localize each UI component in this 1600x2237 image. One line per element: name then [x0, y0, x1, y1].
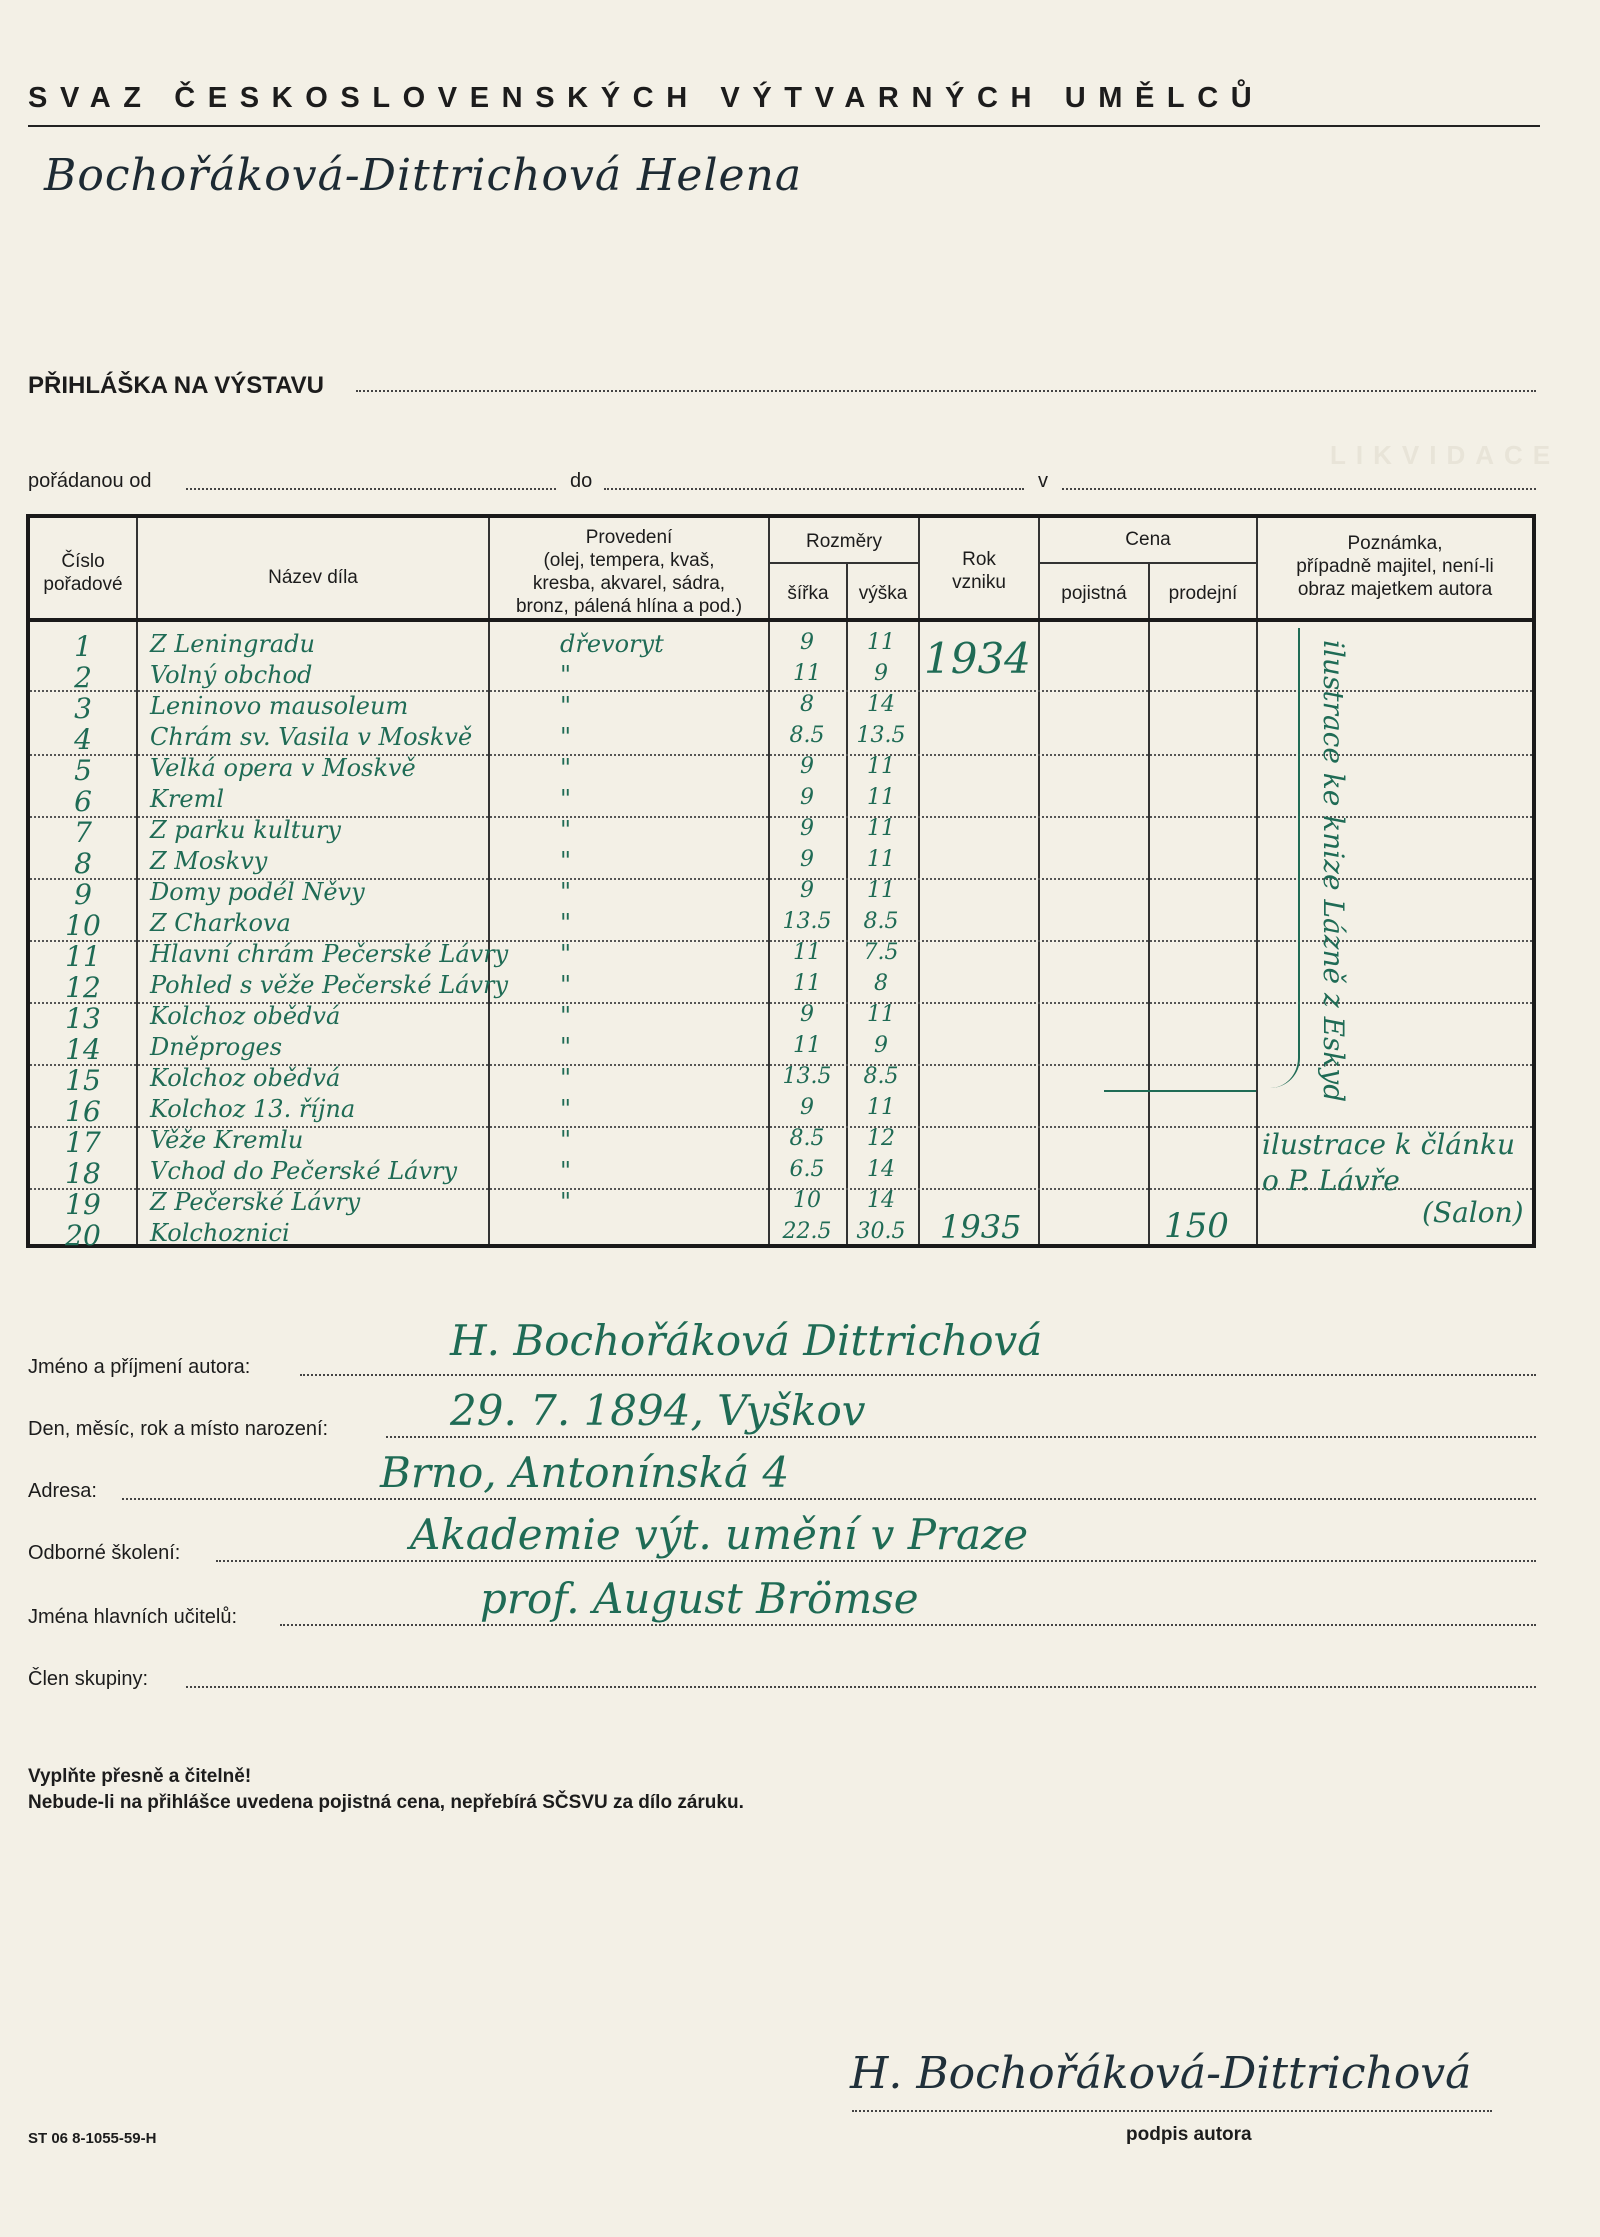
header-technique-l2: (olej, tempera, kvaš, [543, 550, 715, 571]
address-field[interactable] [122, 1498, 1536, 1500]
row-title: Pohled s věže Pečerské Lávry [150, 971, 509, 999]
note-side-l3: (Salon) [1422, 1196, 1524, 1229]
row-technique: " [560, 692, 572, 720]
row-number: 2 [74, 661, 92, 694]
row-number: 19 [65, 1188, 101, 1221]
row-number: 1 [74, 630, 92, 663]
row-technique: " [560, 847, 572, 875]
row-number: 8 [74, 847, 92, 880]
row-height: 11 [867, 878, 895, 903]
row-number: 6 [74, 785, 92, 818]
sub-header-line [1038, 562, 1256, 564]
row-number: 20 [65, 1219, 101, 1252]
row-title: Dněproges [150, 1033, 283, 1061]
header-title: Název díla [268, 567, 358, 588]
name-label: Jméno a příjmení autora: [28, 1356, 251, 1378]
row-number: 17 [65, 1126, 101, 1159]
education-field[interactable] [216, 1560, 1536, 1562]
row-number: 3 [74, 692, 92, 725]
row-height: 8 [874, 971, 888, 996]
row-technique: " [560, 723, 572, 751]
col-line [768, 518, 770, 1244]
row-height: 8.5 [863, 1064, 899, 1089]
price-stroke [1104, 1090, 1256, 1092]
row-number: 4 [74, 723, 92, 756]
header-technique-l4: bronz, pálená hlína a pod.) [515, 596, 743, 617]
form-title: PŘIHLÁŠKA NA VÝSTAVU [28, 372, 325, 399]
row-title: Vchod do Pečerské Lávry [150, 1157, 458, 1185]
header-year-l1: Rok [962, 549, 996, 570]
birth-value: 29. 7. 1894, Vyškov [450, 1386, 866, 1435]
signature-line[interactable] [852, 2110, 1492, 2112]
instruction-line1: Vyplňte přesně a čitelně! [28, 1766, 252, 1787]
header-width: šířka [787, 583, 829, 604]
col-line [1148, 562, 1150, 1244]
row-height: 14 [867, 692, 895, 717]
note-side-l1: ilustrace k článku [1262, 1128, 1516, 1161]
row-width: 9 [800, 847, 814, 872]
header-height: výška [858, 583, 908, 604]
row-width: 11 [793, 1033, 821, 1058]
row-title: Kolchoz 13. října [150, 1095, 356, 1123]
row-title: Hlavní chrám Pečerské Lávry [150, 940, 509, 968]
education-label: Odborné školení: [28, 1542, 181, 1564]
row-height: 14 [867, 1188, 895, 1213]
row-height: 7.5 [863, 940, 899, 965]
row-number: 14 [65, 1033, 101, 1066]
row-number: 7 [74, 816, 92, 849]
row-width: 9 [800, 878, 814, 903]
header-note-l3: obraz majetkem autora [1297, 579, 1493, 600]
row-height: 11 [867, 785, 895, 810]
row-number: 11 [65, 940, 101, 973]
row-number: 5 [74, 754, 92, 787]
organized-from-field[interactable] [186, 488, 556, 490]
instruction-line2: Nebude-li na přihlášce uvedena pojistná cena, nepřebírá SČSVU za dílo záruku. [28, 1792, 744, 1813]
row-width: 13.5 [782, 909, 832, 934]
address-label: Adresa: [28, 1480, 97, 1502]
header-number: Číslo pořadové [43, 551, 123, 595]
row-technique: " [560, 1126, 572, 1154]
row-width: 6.5 [789, 1157, 825, 1182]
row-width: 9 [800, 816, 814, 841]
in-field[interactable] [1062, 488, 1536, 490]
header-sale: prodejní [1168, 583, 1238, 604]
price-sale: 150 [1164, 1206, 1229, 1246]
row-technique: " [560, 878, 572, 906]
row-technique: " [560, 785, 572, 813]
note-side-l2: o P. Lávře [1262, 1164, 1400, 1197]
row-title: Kolchoznici [150, 1219, 290, 1247]
row-title: Kreml [150, 785, 225, 813]
note-bracket [1258, 628, 1300, 1088]
header-note-l1: Poznámka, [1347, 533, 1443, 554]
row-technique: " [560, 816, 572, 844]
form-title-line [356, 390, 1536, 392]
col-line [1038, 518, 1040, 1244]
header-note-l2: případně majitel, není-li [1296, 556, 1494, 577]
row-width: 8 [800, 692, 814, 717]
row-height: 8.5 [863, 909, 899, 934]
row-technique: " [560, 1095, 572, 1123]
row-width: 11 [793, 971, 821, 996]
col-line [918, 518, 920, 1244]
row-number: 15 [65, 1064, 101, 1097]
header-year-l2: vzniku [952, 572, 1006, 593]
row-number: 12 [65, 971, 101, 1004]
to-label: do [570, 470, 593, 492]
name-field[interactable] [300, 1374, 1536, 1376]
row-height: 14 [867, 1157, 895, 1182]
row-title: Kolchoz obědvá [150, 1002, 341, 1030]
col-line [488, 518, 490, 1244]
row-title: Z parku kultury [150, 816, 341, 844]
row-width: 11 [793, 940, 821, 965]
header-dimensions: Rozměry [805, 531, 882, 552]
row-width: 9 [800, 754, 814, 779]
row-technique: " [560, 1188, 572, 1216]
row-technique: " [560, 754, 572, 782]
birth-label: Den, měsíc, rok a místo narození: [28, 1418, 329, 1440]
birth-field[interactable] [386, 1436, 1536, 1438]
row-title: Chrám sv. Vasila v Moskvě [150, 723, 473, 751]
row-width: 8.5 [789, 1126, 825, 1151]
form-code: ST 06 8-1055-59-H [28, 2130, 157, 2147]
row-title: Z Charkova [150, 909, 291, 937]
row-technique: " [560, 1033, 572, 1061]
teachers-value: prof. August Brömse [480, 1574, 919, 1623]
header-price: Cena [1125, 529, 1171, 550]
faint-stamp: LIKVIDACE [1330, 440, 1561, 470]
row-height: 11 [867, 847, 895, 872]
row-width: 13.5 [782, 1064, 832, 1089]
row-height: 11 [867, 816, 895, 841]
education-value: Akademie výt. umění v Praze [410, 1510, 1029, 1559]
sub-header-line [768, 562, 918, 564]
row-title: Z Moskvy [150, 847, 268, 875]
row-width: 9 [800, 1095, 814, 1120]
row-height: 9 [874, 661, 888, 686]
row-technique: " [560, 1064, 572, 1092]
row-technique: " [560, 1002, 572, 1030]
header-separator [30, 618, 1532, 622]
row-height: 13.5 [856, 723, 906, 748]
row-width: 9 [800, 630, 814, 655]
header-note [1258, 532, 1532, 601]
row-title: Věže Kremlu [150, 1126, 304, 1154]
row-title: Volný obchod [150, 661, 313, 689]
row-title: Z Pečerské Lávry [150, 1188, 361, 1216]
row-technique: " [560, 661, 572, 689]
author-signature: H. Bochořáková-Dittrichová [850, 2048, 1472, 2099]
handwritten-artist-name: Bochořáková-Dittrichová Helena [44, 150, 803, 201]
row-technique: " [560, 909, 572, 937]
organized-from-label: pořádanou od [28, 470, 152, 492]
header-year [920, 548, 1038, 594]
header-rule [28, 125, 1540, 127]
row-technique: " [560, 971, 572, 999]
row-height: 12 [867, 1126, 895, 1151]
row-title: Z Leningradu [150, 630, 315, 658]
row-technique: " [560, 940, 572, 968]
year-1934: 1934 [924, 634, 1031, 683]
year-1935: 1935 [940, 1208, 1022, 1246]
to-field[interactable] [604, 488, 1024, 490]
row-title: Domy podél Něvy [150, 878, 365, 906]
row-width: 10 [793, 1188, 821, 1213]
header-technique-l1: Provedení [585, 527, 673, 548]
row-number: 13 [65, 1002, 101, 1035]
teachers-field[interactable] [280, 1624, 1536, 1626]
group-label: Člen skupiny: [28, 1668, 149, 1690]
row-number: 18 [65, 1157, 101, 1190]
teachers-label: Jména hlavních učitelů: [28, 1606, 238, 1628]
header-technique-l3: kresba, akvarel, sádra, [532, 573, 726, 594]
note-vertical: ilustrace ke knize Lázně z Eskyd [1317, 640, 1350, 1103]
row-width: 9 [800, 1002, 814, 1027]
address-value: Brno, Antonínská 4 [380, 1448, 790, 1497]
row-technique: dřevoryt [560, 630, 664, 658]
row-width: 11 [793, 661, 821, 686]
row-width: 8.5 [789, 723, 825, 748]
name-value: H. Bochořáková Dittrichová [450, 1316, 1043, 1365]
row-title: Kolchoz obědvá [150, 1064, 341, 1092]
row-height: 11 [867, 630, 895, 655]
group-field[interactable] [186, 1686, 1536, 1688]
row-height: 30.5 [856, 1219, 906, 1244]
row-height: 9 [874, 1033, 888, 1058]
row-number: 16 [65, 1095, 101, 1128]
union-title: SVAZ ČESKOSLOVENSKÝCH VÝTVARNÝCH UMĚLCŮ [28, 82, 1265, 114]
row-height: 11 [867, 1002, 895, 1027]
row-technique: " [560, 1157, 572, 1185]
row-title: Velká opera v Moskvě [150, 754, 416, 782]
header-technique [490, 526, 768, 618]
in-label: v [1038, 470, 1048, 492]
col-line [136, 518, 138, 1244]
row-width: 9 [800, 785, 814, 810]
row-height: 11 [867, 754, 895, 779]
signature-label: podpis autora [1126, 2124, 1252, 2145]
row-number: 9 [74, 878, 92, 911]
row-title: Leninovo mausoleum [150, 692, 409, 720]
row-number: 10 [65, 909, 101, 942]
row-width: 22.5 [782, 1219, 832, 1244]
header-insurance: pojistná [1061, 583, 1127, 604]
row-height: 11 [867, 1095, 895, 1120]
